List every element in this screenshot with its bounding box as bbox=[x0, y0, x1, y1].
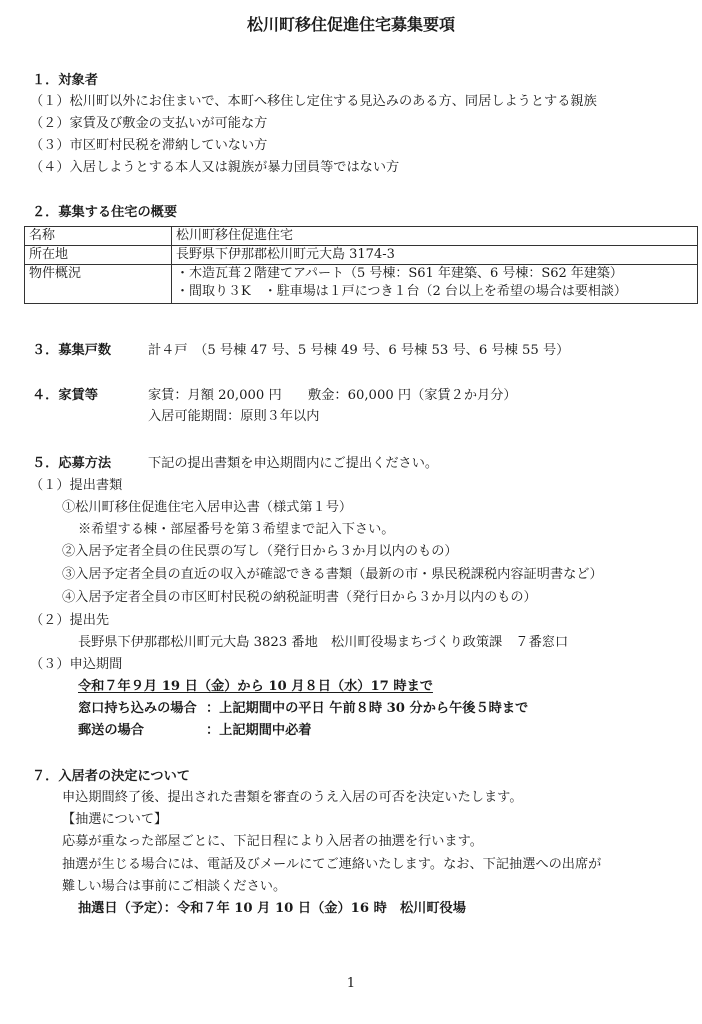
page-title: 松川町移住促進住宅募集要項 bbox=[246, 15, 455, 34]
submission-address: 長野県下伊那郡松川町元大島 3823 番地 松川町役場まちづくり政策課 ７番窓口 bbox=[78, 635, 569, 650]
s5-sub2: （２）提出先 bbox=[30, 613, 110, 628]
s5-sub1: （１）提出書類 bbox=[30, 478, 123, 493]
window-label: 窓口持ち込みの場合 bbox=[78, 701, 197, 716]
doc-3: ③入居予定者全員の直近の収入が確認できる書類（最新の市・県民税課税内容証明書など） bbox=[62, 567, 603, 582]
mail-value: ：上記期間中必着 bbox=[206, 723, 312, 738]
table-row bbox=[25, 227, 698, 246]
doc-4: ④入居予定者全員の市区町村民税の納税証明書（発行日から３か月以内のもの） bbox=[62, 590, 537, 605]
s7-line-1: 申込期間終了後、提出された書類を審査のうえ入居の可否を決定いたします。 bbox=[62, 790, 523, 805]
period-line: 入居可能期間：原則３年以内 bbox=[148, 409, 320, 424]
location-label: 所在地 bbox=[25, 246, 172, 265]
section-2-heading: ２．募集する住宅の概要 bbox=[32, 205, 178, 220]
table-row bbox=[25, 246, 698, 265]
lottery-date: 抽選日（予定）：令和７年 10 月 10 日（金）16 時 松川町役場 bbox=[78, 901, 466, 916]
s5-sub3: （３）申込期間 bbox=[30, 657, 123, 672]
window-value: ：上記期間中の平日 午前８時 30 分から午後５時まで bbox=[206, 701, 529, 716]
doc-1: ①松川町移住促進住宅入居申込書（様式第１号） bbox=[62, 500, 353, 515]
location-value: 長野県下伊那郡松川町元大島 3174-3 bbox=[172, 246, 698, 265]
section-4-heading: ４．家賃等 bbox=[32, 388, 98, 403]
application-period: 令和７年９月 19 日（金）から 10 月８日（水）17 時まで bbox=[78, 679, 433, 694]
s1-item-4: （４）入居しようとする本人又は親族が暴力団員等ではない方 bbox=[30, 160, 400, 175]
rent-line: 家賃：月額 20,000 円 敷金：60,000 円（家賃２か月分） bbox=[148, 388, 517, 403]
units-value: 計４戸 （5 号棟 47 号、5 号棟 49 号、6 号棟 53 号、6 号棟 55 号） bbox=[148, 343, 570, 358]
name-value: 松川町移住促進住宅 bbox=[172, 227, 698, 246]
s7-line-3: 抽選が生じる場合には、電話及びメールにてご連絡いたします。なお、下記抽選への出席が bbox=[62, 857, 602, 872]
condition-line-1: ・木造瓦葺２階建てアパート（5 号棟：S61 年建築、6 号棟：S62 年建築） bbox=[176, 266, 623, 281]
s1-item-2: （２）家賃及び敷金の支払いが可能な方 bbox=[30, 116, 268, 131]
condition-label: 物件概況 bbox=[25, 265, 172, 304]
s7-line-2: 応募が重なった部屋ごとに、下記日程により入居者の抽選を行います。 bbox=[62, 834, 483, 849]
s1-item-3: （３）市区町村民税を滞納していない方 bbox=[30, 138, 268, 153]
condition-line-2: ・間取り３K ・駐車場は１戸につき１台（2 台以上を希望の場合は要相談） bbox=[176, 284, 627, 299]
page-number: 1 bbox=[346, 976, 356, 991]
condition-value bbox=[172, 265, 698, 304]
s7-line-4: 難しい場合は事前にご相談ください。 bbox=[62, 879, 287, 894]
doc-2: ②入居予定者全員の住民票の写し（発行日から３か月以内のもの） bbox=[62, 544, 458, 559]
s5-intro: 下記の提出書類を申込期間内にご提出ください。 bbox=[148, 456, 439, 471]
doc-1-note: ※希望する棟・部屋番号を第３希望まで記入下さい。 bbox=[78, 522, 395, 537]
mail-label: 郵送の場合 bbox=[78, 723, 144, 738]
lottery-heading: 【抽選について】 bbox=[62, 812, 168, 827]
section-1-heading: １．対象者 bbox=[32, 73, 98, 88]
section-3-heading: ３．募集戸数 bbox=[32, 343, 112, 358]
housing-overview-table bbox=[24, 226, 698, 304]
s1-item-1: （１）松川町以外にお住まいで、本町へ移住し定住する見込みのある方、同居しようとする親族 bbox=[30, 94, 597, 109]
table-row bbox=[25, 265, 698, 304]
name-label: 名称 bbox=[25, 227, 172, 246]
section-5-heading: ５．応募方法 bbox=[32, 456, 112, 471]
section-7-heading: ７．入居者の決定について bbox=[32, 769, 190, 784]
